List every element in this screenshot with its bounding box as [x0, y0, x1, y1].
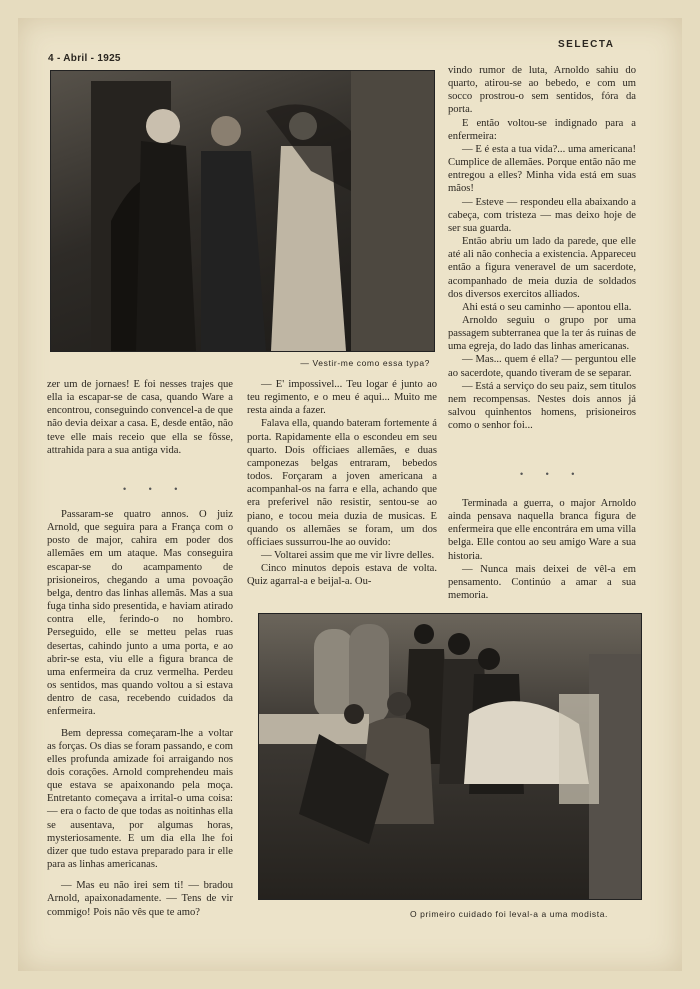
top-photo-caption: — Vestir-me como essa typa? [300, 358, 430, 368]
bottom-photo-scene [259, 614, 641, 899]
paragraph: zer um de jornaes! E foi nesses trajes que ella ia escapar-se de casa, quando Ware a encontrou, conseguindo convencel-a de que não devia deixar a casa. E, desde então, não teve elle mais receio que ella se fôsse, attrahida para a sua antiga vida. [47, 379, 233, 456]
paragraph: — Esteve — respondeu ella abaixando a cabeça, com tristeza — mas deixo hoje de ser sua guarda. [448, 196, 636, 234]
column-middle [247, 378, 437, 589]
paragraph: — E é esta a tua vida?... uma americana! Cumplice de allemães. Porque então não me entregou a elles? Minha vida está em suas mãos! [448, 143, 636, 195]
top-photo-scene [51, 71, 434, 351]
paragraph: Então abriu um lado da parede, que elle até ali não conhecia a existencia. Appareceu então a figura veneravel de um sacerdote, acompanhado de meia duzia de soldados dos diversos exercitos alliados. [448, 236, 636, 300]
paragraph: Passaram-se quatro annos. O juiz Arnold, que seguira para a França com o posto de major, cahira em poder dos allemães em um ataque. Mas conseguira escapar-se do acampamento de prisioneiros, chegando a uma povoação belga, dentro das linhas allemãs. Mas a sua fuga tinha sido presentida, e haviam atirado contra elle, ferindo-o no hombro. Perseguido, elle se metteu pelas ruas desertas, cahindo junto a uma porta, e ao abrir-se esta, viu elle a figura branca de uma enfermeira da cruz vermelha. Perdeu os sentidos, mas quando voltou a si estava dentro de casa, recebendo cuidados da enfermeira. [47, 509, 233, 718]
paragraph: — Mas... quem é ella? — perguntou elle ao sacerdote, quando tiveram de se separar. [448, 354, 636, 379]
bottom-photo-caption: O primeiro cuidado foi leval-a a uma modista. [409, 909, 608, 919]
paragraph: — Está a serviço do seu paiz, sem titulos nem recompensas. Nestes dois annos já salvou quinhentos homens, prisioneiros como o senhor foi... [448, 380, 636, 432]
issue-date: 4 - Abril - 1925 [48, 53, 121, 64]
column-right-bottom [448, 497, 636, 602]
paragraph: — Voltarei assim que me vir livre delles. [261, 550, 435, 562]
section-separator: • • • [123, 484, 188, 494]
paragraph: Arnoldo seguiu o grupo por uma passagem subterranea que la ter ás ruinas de uma egreja, do lado das linhas americanas. [448, 314, 636, 353]
paragraph: Ahi está o seu caminho — apontou ella. [462, 301, 632, 313]
paragraph: Falava ella, quando bateram fortemente á porta. Rapidamente ella o escondeu em seu quarto. Dois officiaes allemães, e duas camponezas belgas entraram, bebedos todos. Forçaram a joven americana a acompanhal-os na farra e ella, achando que era preferivel não resistir, sentou-se ao piano, e tocou meia duzia de musicas. E quando os allemães se foram, um dos officiaes sussurrou-lhe ao ouvido: [247, 418, 437, 548]
column-left-bottom [47, 508, 233, 919]
bottom-photo [258, 613, 642, 900]
paragraph: — Mas eu não irei sem ti! — bradou Arnold, apaixonadamente. — Tens de vir commigo! Pois não vês que te amo? [47, 880, 233, 918]
paragraph: vindo rumor de luta, Arnoldo sahiu do quarto, atirou-se ao bebedo, e com um socco prostrou-o sem sentidos, fóra da porta. [448, 65, 636, 116]
column-left-top [47, 378, 233, 457]
magazine-name: SELECTA [558, 39, 615, 50]
paragraph: Bem depressa começaram-lhe a voltar as forças. Os dias se foram passando, e com elles profunda amizade foi arraigando nos dois corações. Arnold comprehendeu mais que estava se apaixonando pela moça. Entretanto começava a irrital-o uma coisa: — era o facto de que todas as noitinhas ella se ausentava, por algumas horas, mysteriosamente. E um dia ella lhe foi dizer que tudo estava preparado para ir elle para as linhas americanas. [47, 727, 233, 871]
paragraph: Terminada a guerra, o major Arnoldo ainda pensava naquella branca figura de enfermeira que elle encontrára em uma villa belga. Elle contou ao seu amigo Ware a sua historia. [448, 498, 636, 562]
section-separator: • • • [520, 469, 585, 479]
paragraph: Cinco minutos depois estava de volta. Quiz agarral-a e beijal-a. Ou- [247, 563, 437, 588]
paragraph: E então voltou-se indignado para a enfermeira: [448, 117, 636, 142]
paragraph: — Nunca mais deixei de vêl-a em pensamento. Continúo a amar a sua memoria. [448, 563, 636, 602]
paragraph: — E' impossivel... Teu logar é junto ao teu regimento, e o meu é aqui... Muito me resta ainda a fazer. [247, 379, 437, 417]
top-photo [50, 70, 435, 352]
column-right-top [448, 64, 636, 432]
